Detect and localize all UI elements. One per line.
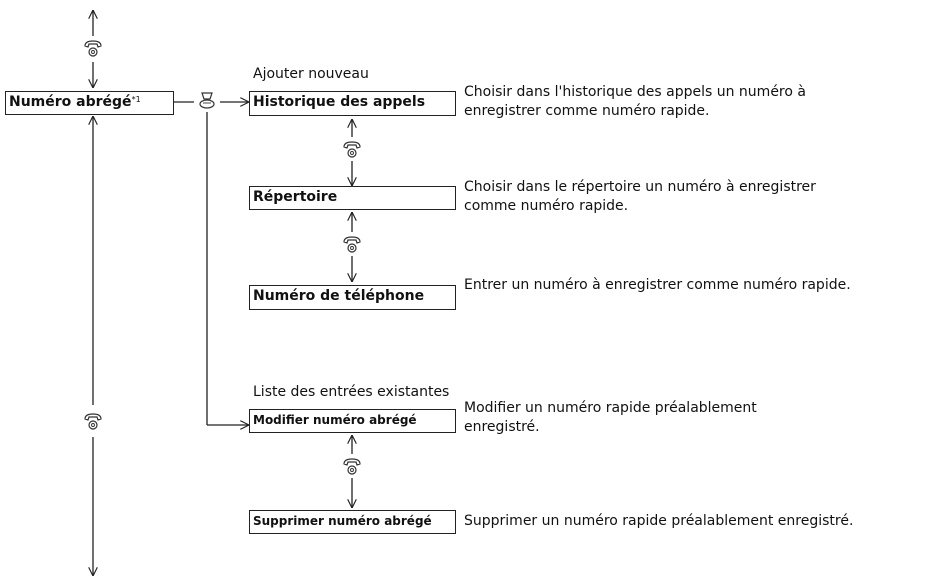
footnote-mark: *1 xyxy=(131,95,141,104)
phone-dial-icon xyxy=(344,142,360,157)
option-box-directory xyxy=(249,186,456,210)
description-phone-number xyxy=(464,276,851,295)
phone-dial-icon xyxy=(344,459,360,474)
description-line: enregistrer comme numéro rapide. xyxy=(464,103,710,119)
group-add-new: Ajouter nouveau xyxy=(253,66,369,82)
phone-dial-icon xyxy=(85,414,101,429)
option-label: Historique des appels xyxy=(253,94,426,110)
description-line: enregistré. xyxy=(464,419,540,435)
phone-dial-icon xyxy=(85,41,101,56)
description-line: comme numéro rapide. xyxy=(464,198,629,214)
description-modify xyxy=(464,399,757,437)
description-line: Modifier un numéro rapide préalablement xyxy=(464,400,757,416)
description-line: Choisir dans l'historique des appels un numéro à xyxy=(464,84,806,100)
option-box-call-history xyxy=(249,91,456,116)
option-box-phone-number xyxy=(249,285,456,310)
option-label: Modifier numéro abrégé xyxy=(253,413,417,427)
description-line: Choisir dans le répertoire un numéro à enregistrer xyxy=(464,179,816,195)
description-line: Entrer un numéro à enregistrer comme numéro rapide. xyxy=(464,277,851,293)
root-menu-box xyxy=(5,91,174,115)
description-call-history xyxy=(464,83,806,121)
description-line: Supprimer un numéro rapide préalablement enregistré. xyxy=(464,513,854,529)
option-label: Supprimer numéro abrégé xyxy=(253,514,432,528)
option-box-modify xyxy=(249,409,456,433)
phone-dial-icon xyxy=(344,237,360,252)
root-label: Numéro abrégé xyxy=(9,94,132,110)
option-label: Numéro de téléphone xyxy=(253,288,425,304)
option-label: Répertoire xyxy=(253,189,338,205)
option-box-delete xyxy=(249,510,456,534)
enter-button-icon xyxy=(200,93,214,108)
group-existing-entries: Liste des entrées existantes xyxy=(253,384,450,400)
description-directory xyxy=(464,178,816,216)
description-delete xyxy=(464,512,853,531)
